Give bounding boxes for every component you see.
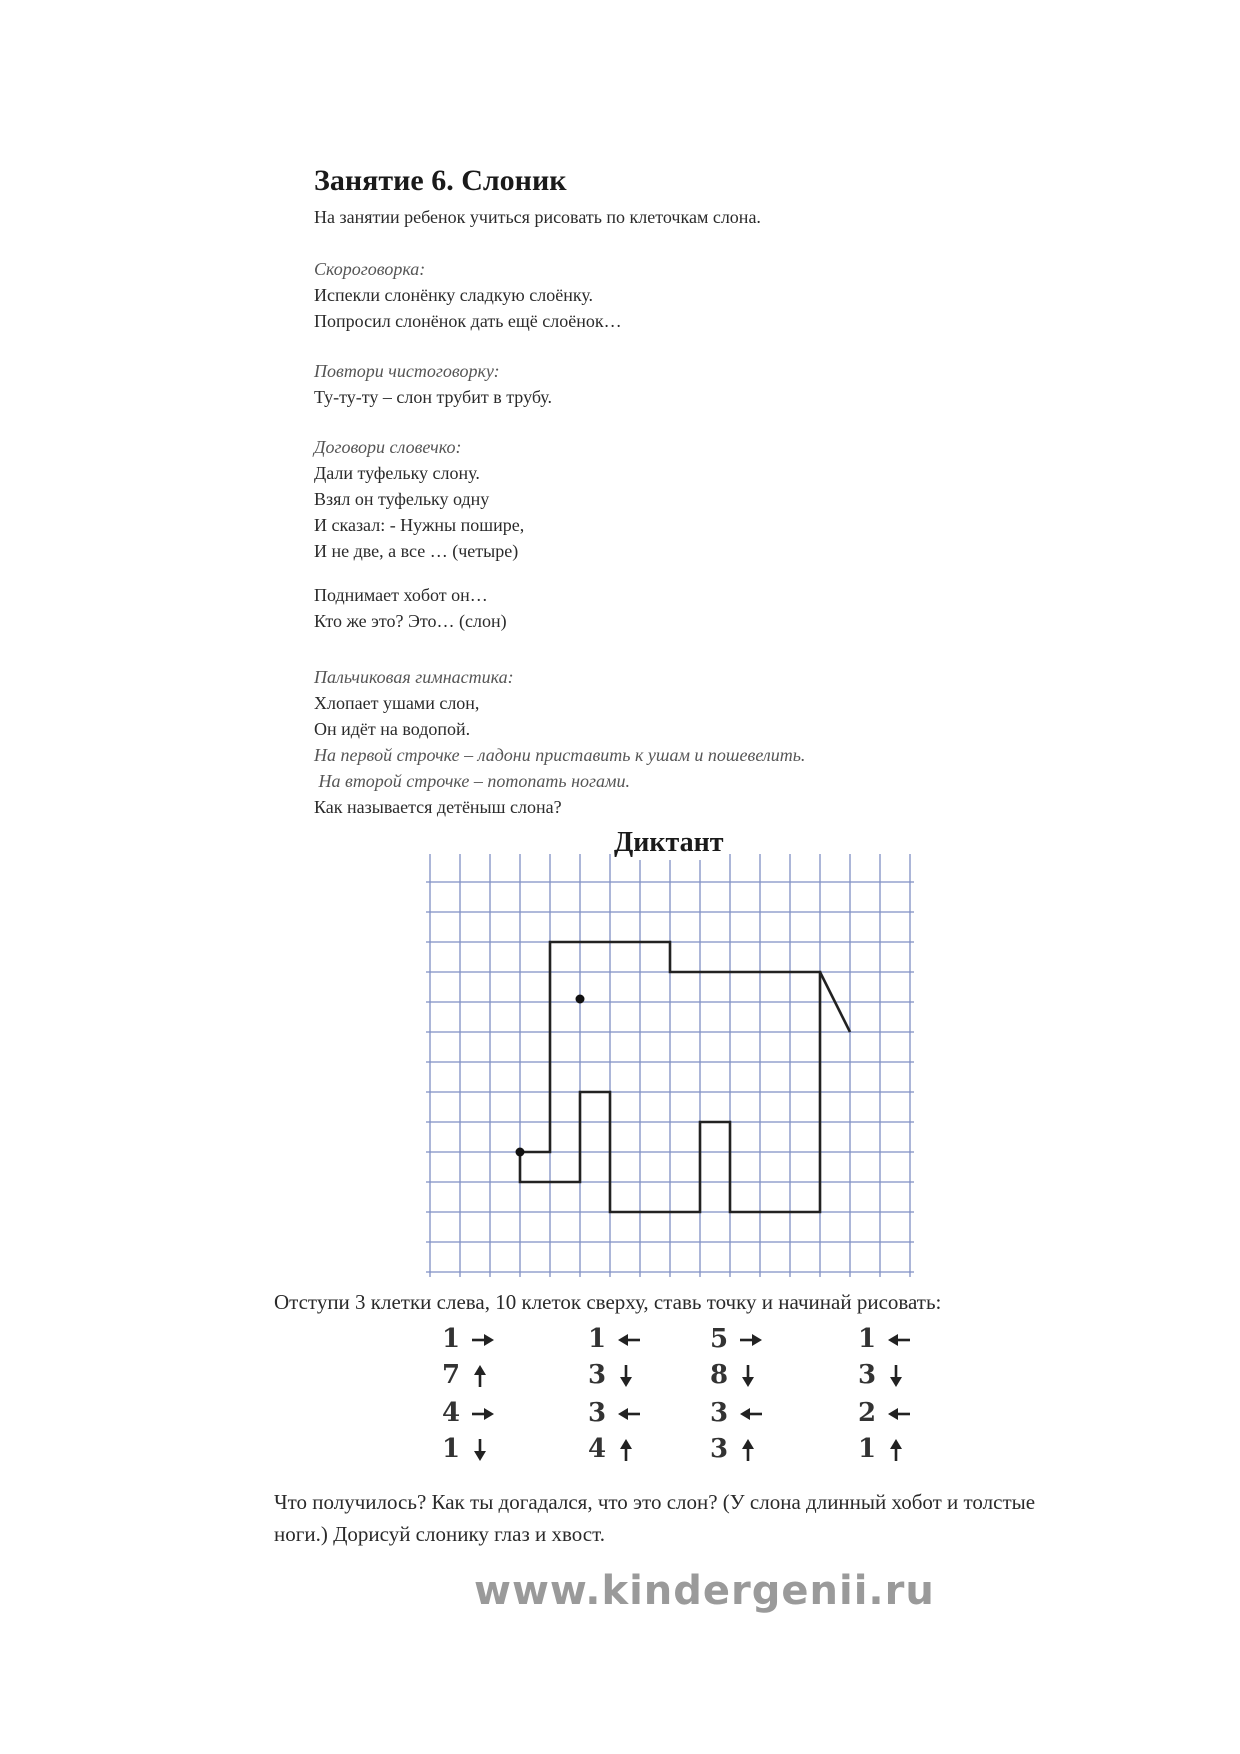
finish-word-line: И сказал: - Нужны пошире, <box>314 515 525 535</box>
finger-gym-question: Как называется детёныш слона? <box>314 797 562 817</box>
finger-gym-instruction: На второй строчке – потопать ногами. <box>314 771 631 791</box>
tongue-twister-label: Скороговорка: <box>314 259 426 279</box>
arrow-down-icon <box>470 1437 490 1463</box>
step-count: 1 <box>858 1324 877 1354</box>
dictation-question: Что получилось? Как ты догадался, что это слон? (У слона длинный хобот и толстые ноги.) Дорисуй слонику глаз и хвост. <box>274 1490 1036 1546</box>
riddle-block <box>314 582 1014 634</box>
finish-word-block <box>314 434 1014 564</box>
dictation-step <box>710 1396 770 1430</box>
dictation-step <box>442 1396 502 1430</box>
tongue-twister-line: Попросил слонёнок дать ещё слоёнок… <box>314 311 622 331</box>
finger-gym-block <box>314 664 1014 820</box>
dictation-grid <box>420 842 920 1282</box>
clean-talk-block <box>314 358 1014 410</box>
finish-word-label: Договори словечко: <box>314 437 462 457</box>
elephant-outline <box>520 942 850 1212</box>
step-count: 3 <box>710 1434 729 1464</box>
arrow-down-icon <box>738 1363 758 1389</box>
start-dot <box>516 1148 525 1157</box>
dictation-step <box>442 1322 502 1356</box>
step-count: 1 <box>442 1434 461 1464</box>
dictation-step <box>588 1322 648 1356</box>
grid-lines <box>426 854 914 1277</box>
finger-gym-label: Пальчиковая гимнастика: <box>314 667 514 687</box>
step-count: 4 <box>588 1434 607 1464</box>
dictation-step <box>588 1432 648 1466</box>
arrow-left-icon <box>886 1330 912 1350</box>
lesson-intro-block <box>314 204 1014 230</box>
arrow-left-icon <box>738 1404 764 1424</box>
arrow-right-icon <box>470 1330 496 1350</box>
step-count: 3 <box>858 1360 877 1390</box>
riddle-line: Кто же это? Это… (слон) <box>314 611 507 631</box>
step-count: 3 <box>588 1360 607 1390</box>
finish-word-line: И не две, а все … (четыре) <box>314 541 519 561</box>
step-count: 5 <box>710 1324 729 1354</box>
tongue-twister-line: Испекли слонёнку сладкую слоёнку. <box>314 285 594 305</box>
finger-gym-line: Хлопает ушами слон, <box>314 693 480 713</box>
website-watermark: www.kindergenii.ru <box>474 1568 935 1614</box>
clean-talk-line: Ту-ту-ту – слон трубит в трубу. <box>314 387 552 407</box>
dictation-step <box>858 1432 918 1466</box>
arrow-left-icon <box>616 1330 642 1350</box>
step-count: 3 <box>710 1398 729 1428</box>
lesson-title: Занятие 6. Слоник <box>314 164 567 197</box>
dictation-step <box>858 1358 918 1392</box>
tongue-twister-block <box>314 256 1014 334</box>
dictation-instruction: Отступи 3 клетки слева, 10 клеток сверху, ставь точку и начинай рисовать: <box>274 1290 942 1314</box>
clean-talk-label: Повтори чистоговорку: <box>314 361 500 381</box>
dictation-step <box>710 1322 770 1356</box>
finish-word-line: Взял он туфельку одну <box>314 489 490 509</box>
step-count: 3 <box>588 1398 607 1428</box>
arrow-up-icon <box>738 1437 758 1463</box>
finger-gym-line: Он идёт на водопой. <box>314 719 471 739</box>
step-count: 1 <box>442 1324 461 1354</box>
dictation-step <box>858 1396 918 1430</box>
step-count: 1 <box>588 1324 607 1354</box>
dictation-step <box>588 1358 648 1392</box>
arrow-right-icon <box>738 1330 764 1350</box>
arrow-down-icon <box>616 1363 636 1389</box>
arrow-left-icon <box>616 1404 642 1424</box>
dictation-step <box>588 1396 648 1430</box>
step-count: 1 <box>858 1434 877 1464</box>
step-count: 7 <box>442 1360 461 1390</box>
arrow-right-icon <box>470 1404 496 1424</box>
arrow-up-icon <box>616 1437 636 1463</box>
lesson-intro: На занятии ребенок учиться рисовать по клеточкам слона. <box>314 207 761 227</box>
arrow-up-icon <box>470 1363 490 1389</box>
arrow-left-icon <box>886 1404 912 1424</box>
dictation-step <box>858 1322 918 1356</box>
step-count: 4 <box>442 1398 461 1428</box>
arrow-up-icon <box>886 1437 906 1463</box>
finger-gym-instruction: На первой строчке – ладони приставить к ушам и пошевелить. <box>314 745 806 765</box>
elephant-eye <box>576 995 585 1004</box>
dictation-title: Диктант <box>614 827 724 858</box>
step-count: 8 <box>710 1360 729 1390</box>
finish-word-line: Дали туфельку слону. <box>314 463 480 483</box>
step-count: 2 <box>858 1398 877 1428</box>
dictation-step <box>442 1358 502 1392</box>
dictation-step <box>710 1358 770 1392</box>
arrow-down-icon <box>886 1363 906 1389</box>
dictation-step <box>710 1432 770 1466</box>
riddle-line: Поднимает хобот он… <box>314 585 488 605</box>
dictation-step <box>442 1432 502 1466</box>
